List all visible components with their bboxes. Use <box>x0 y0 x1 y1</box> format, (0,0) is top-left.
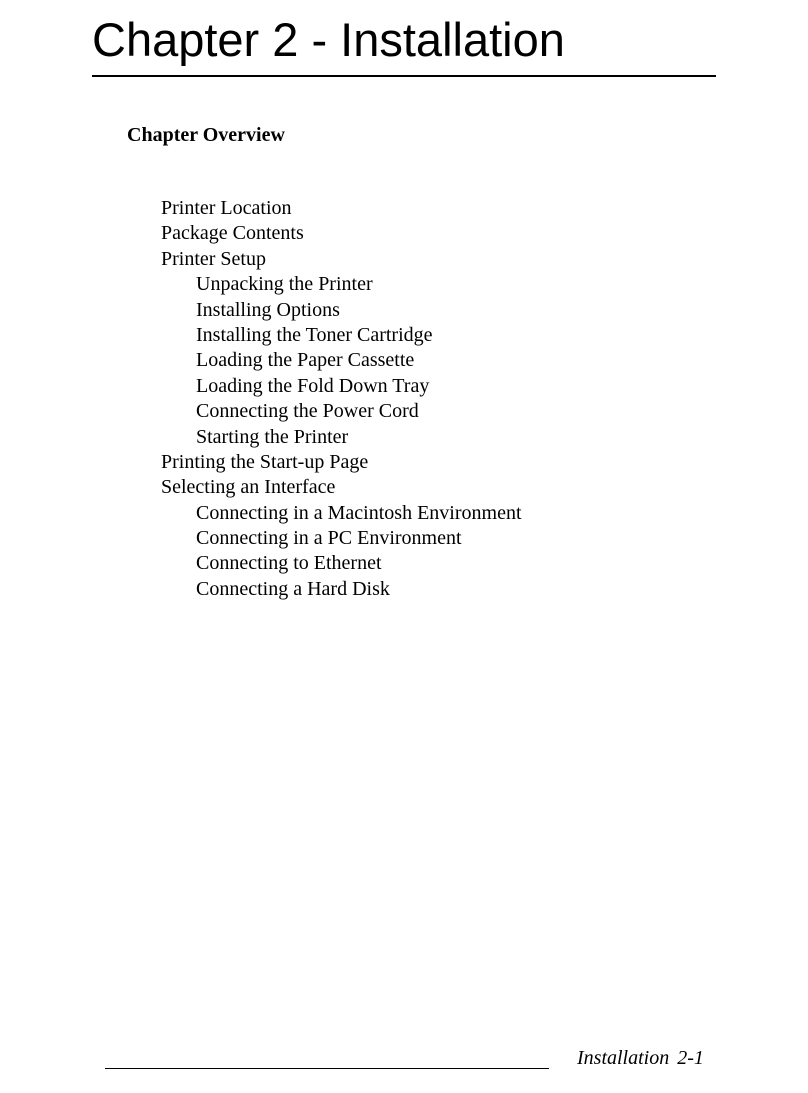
footer-divider <box>105 1068 549 1069</box>
overview-item: Package Contents <box>161 222 304 245</box>
overview-subitem: Connecting in a Macintosh Environment <box>196 501 522 524</box>
overview-subitem: Connecting a Hard Disk <box>196 577 390 600</box>
overview-item: Printing the Start-up Page <box>161 450 369 473</box>
overview-heading: Chapter Overview <box>127 124 285 146</box>
overview-subitem: Unpacking the Printer <box>196 273 373 296</box>
overview-subitem: Connecting in a PC Environment <box>196 527 462 550</box>
overview-item: Printer Setup <box>161 247 266 270</box>
overview-subitem: Starting the Printer <box>196 425 349 448</box>
overview-item: Selecting an Interface <box>161 476 336 499</box>
footer-section-name: Installation <box>577 1047 670 1069</box>
page-footer <box>577 1046 704 1070</box>
overview-subitem: Loading the Fold Down Tray <box>196 374 430 397</box>
overview-subitem: Installing Options <box>196 298 340 321</box>
chapter-title: Chapter 2 - Installation <box>92 13 565 66</box>
overview-subitem: Installing the Toner Cartridge <box>196 323 433 346</box>
overview-subitem: Loading the Paper Cassette <box>196 349 415 372</box>
overview-subitem: Connecting the Power Cord <box>196 400 419 423</box>
page-number: 2-1 <box>677 1047 704 1069</box>
overview-list <box>161 196 522 602</box>
overview-subitem: Connecting to Ethernet <box>196 552 382 575</box>
title-divider <box>92 75 716 77</box>
overview-item: Printer Location <box>161 197 292 219</box>
